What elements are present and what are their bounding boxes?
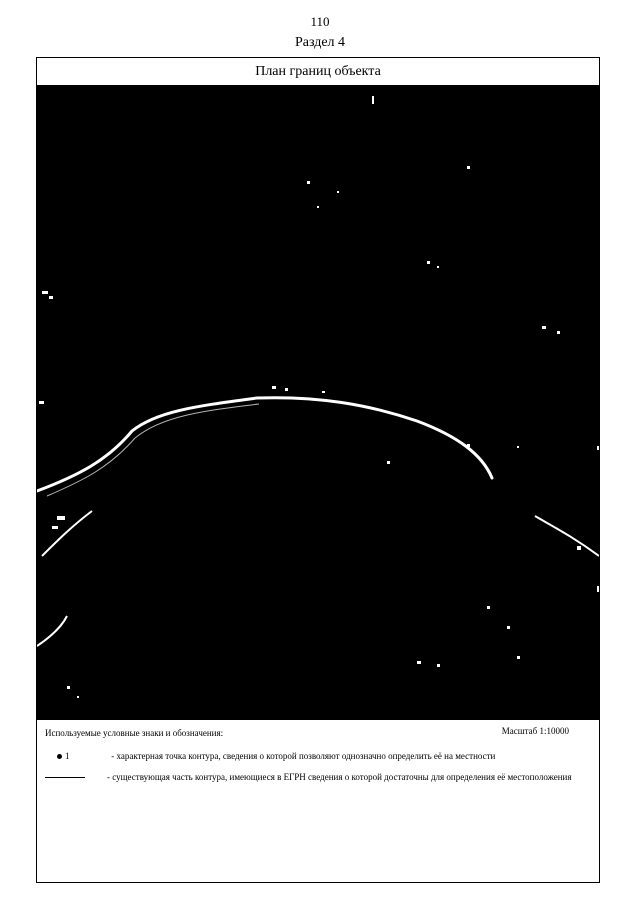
plan-title: План границ объекта — [37, 58, 599, 86]
plan-frame — [36, 57, 600, 883]
page-number: 110 — [310, 14, 330, 29]
point-symbol-label: 1 — [65, 751, 70, 761]
section-title: Раздел 4 — [294, 35, 346, 50]
scale-label: Масштаб 1:10000 — [501, 726, 569, 736]
legend-area — [37, 719, 599, 883]
legend-item-line-text: - существующая часть контура, имеющиеся в ЕГРН сведения о которой достаточны для определения её местоположения — [107, 772, 572, 782]
legend-heading: Используемые условные знаки и обозначения: — [45, 728, 224, 738]
line-symbol-icon — [45, 777, 85, 778]
legend-item-point — [57, 751, 597, 762]
legend-item-point-text: - характерная точка контура, сведения о которой позволяют однозначно определить её на местности — [111, 751, 496, 761]
point-symbol — [57, 751, 109, 762]
plan-map — [37, 86, 599, 719]
map-image — [37, 86, 599, 719]
point-dot-icon — [57, 754, 62, 759]
